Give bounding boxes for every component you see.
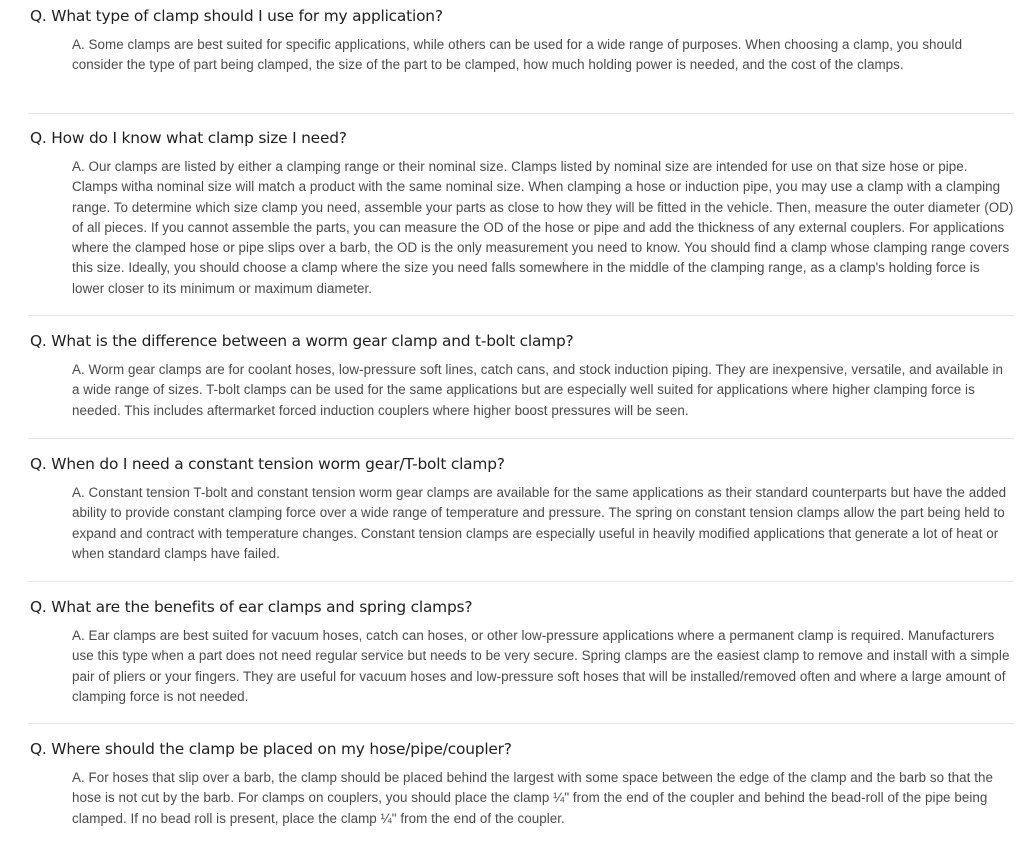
divider [28,113,1014,114]
divider [28,315,1014,316]
faq-question: Q. What are the benefits of ear clamps and spring clamps? [30,598,473,616]
divider [28,581,1014,582]
faq-answer: A. For hoses that slip over a barb, the clamp should be placed behind the largest with some space between the edge of the clamp and the barb so that the hose is not cut by the barb. For clamps on couplers, you should place the clamp ¼" from the end of the coupler and behind the bead-roll of the pipe being clamped. If no bead roll is present, place the clamp ¼" from the end of the coupler. [72,770,993,826]
faq-question: Q. When do I need a constant tension worm gear/T-bolt clamp? [30,455,505,473]
divider [28,438,1014,439]
faq-question: Q. What is the difference between a worm gear clamp and t-bolt clamp? [30,332,574,350]
faq-answer: A. Some clamps are best suited for specific applications, while others can be used for a wide range of purposes. When choosing a clamp, you should consider the type of part being clamped, the size of the part to be clamped, how much holding power is needed, and the cost of the clamps. [72,37,963,73]
faq-answer: A. Constant tension T-bolt and constant tension worm gear clamps are available for the same applications as their standard counterparts but have the added ability to provide constant clamping force over a wide range of temperature and pressure. The spring on constant tension clamps allow the part being held to expand and contract with temperature changes. Constant tension clamps are especially useful in heavily modified applications that generate a lot of heat or when standard clamps have failed. [72,485,1007,561]
faq-answer: A. Worm gear clamps are for coolant hoses, low-pressure soft lines, catch cans, and stock induction piping. They are inexpensive, versatile, and available in a wide range of sizes. T-bolt clamps can be used for the same applications but are especially well suited for applications where higher clamping force is needed. This includes aftermarket forced induction couplers where higher boost pressures will be seen. [72,362,1004,418]
faq-answer: A. Ear clamps are best suited for vacuum hoses, catch can hoses, or other low-pressure applications where a permanent clamp is required. Manufacturers use this type when a part does not need regular service but needs to be very secure. Spring clamps are the easiest clamp to remove and install with a simple pair of pliers or your fingers. They are useful for vacuum hoses and low-pressure soft hoses that will be installed/removed often and where a large amount of clamping force is not needed. [72,628,1010,704]
faq-question: Q. Where should the clamp be placed on my hose/pipe/coupler? [30,740,512,758]
faq-question: Q. What type of clamp should I use for my application? [30,7,443,25]
faq-question: Q. How do I know what clamp size I need? [30,129,347,147]
faq-answer: A. Our clamps are listed by either a clamping range or their nominal size. Clamps listed by nominal size are intended for use on that size hose or pipe. Clamps witha nominal size will match a product with the same nominal size. When clamping a hose or induction pipe, you may use a clamp with a clamping range. To determine which size clamp you need, assemble your parts as close to how they will be fitted in the vehicle. Then, measure the outer diameter (OD) of all pieces. If you cannot assemble the parts, you can measure the OD of the hose or pipe and add the thickness of any external couplers. For applications where the clamped hose or pipe slips over a barb, the OD is the only measurement you need to know. You should find a clamp whose clamping range covers this size. Ideally, you should choose a clamp where the size you need falls somewhere in the middle of the clamping range, as a clamp's holding force is lower closer to its minimum or maximum diameter. [72,159,1014,296]
divider [28,723,1014,724]
